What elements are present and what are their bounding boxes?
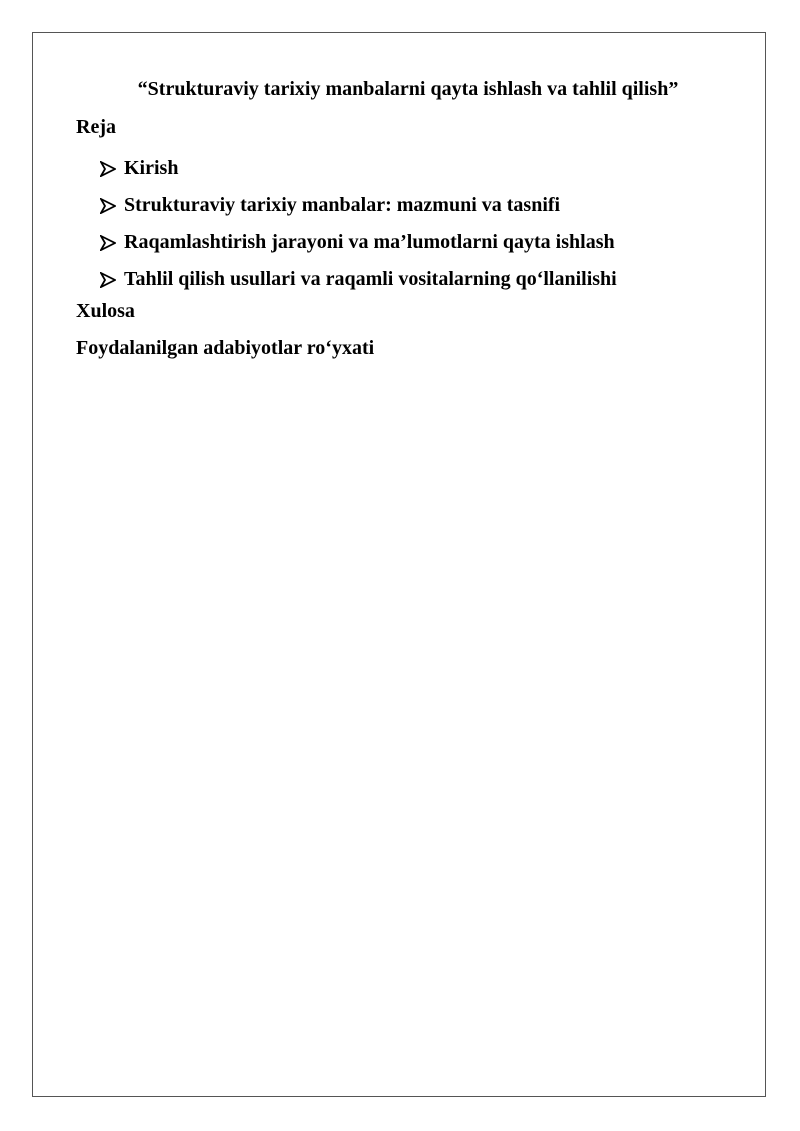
document-title: “Strukturaviy tarixiy manbalarni qayta ishlash va tahlil qilish” [137, 78, 679, 100]
arrowhead-bullet-icon [100, 198, 116, 214]
arrowhead-bullet-icon [100, 235, 116, 251]
plan-list [100, 150, 617, 298]
plan-item-introduction [100, 150, 617, 187]
plan-item-label: Raqamlashtirish jarayoni va ma’lumotlarni qayta ishlash [124, 231, 615, 253]
plan-item-label: Strukturaviy tarixiy manbalar: mazmuni va tasnifi [124, 194, 561, 216]
arrowhead-bullet-icon [100, 161, 116, 177]
plan-item-sources [100, 187, 617, 224]
plan-item-analysis [100, 261, 617, 298]
arrowhead-bullet-icon [100, 272, 116, 288]
plan-item-label: Kirish [124, 157, 179, 179]
references-heading: Foydalanilgan adabiyotlar ro‘yxati [76, 337, 375, 359]
conclusion-heading: Xulosa [76, 300, 135, 322]
plan-item-digitization [100, 224, 617, 261]
plan-heading: Reja [76, 116, 116, 138]
plan-item-label: Tahlil qilish usullari va raqamli vositalarning qo‘llanilishi [124, 268, 617, 290]
